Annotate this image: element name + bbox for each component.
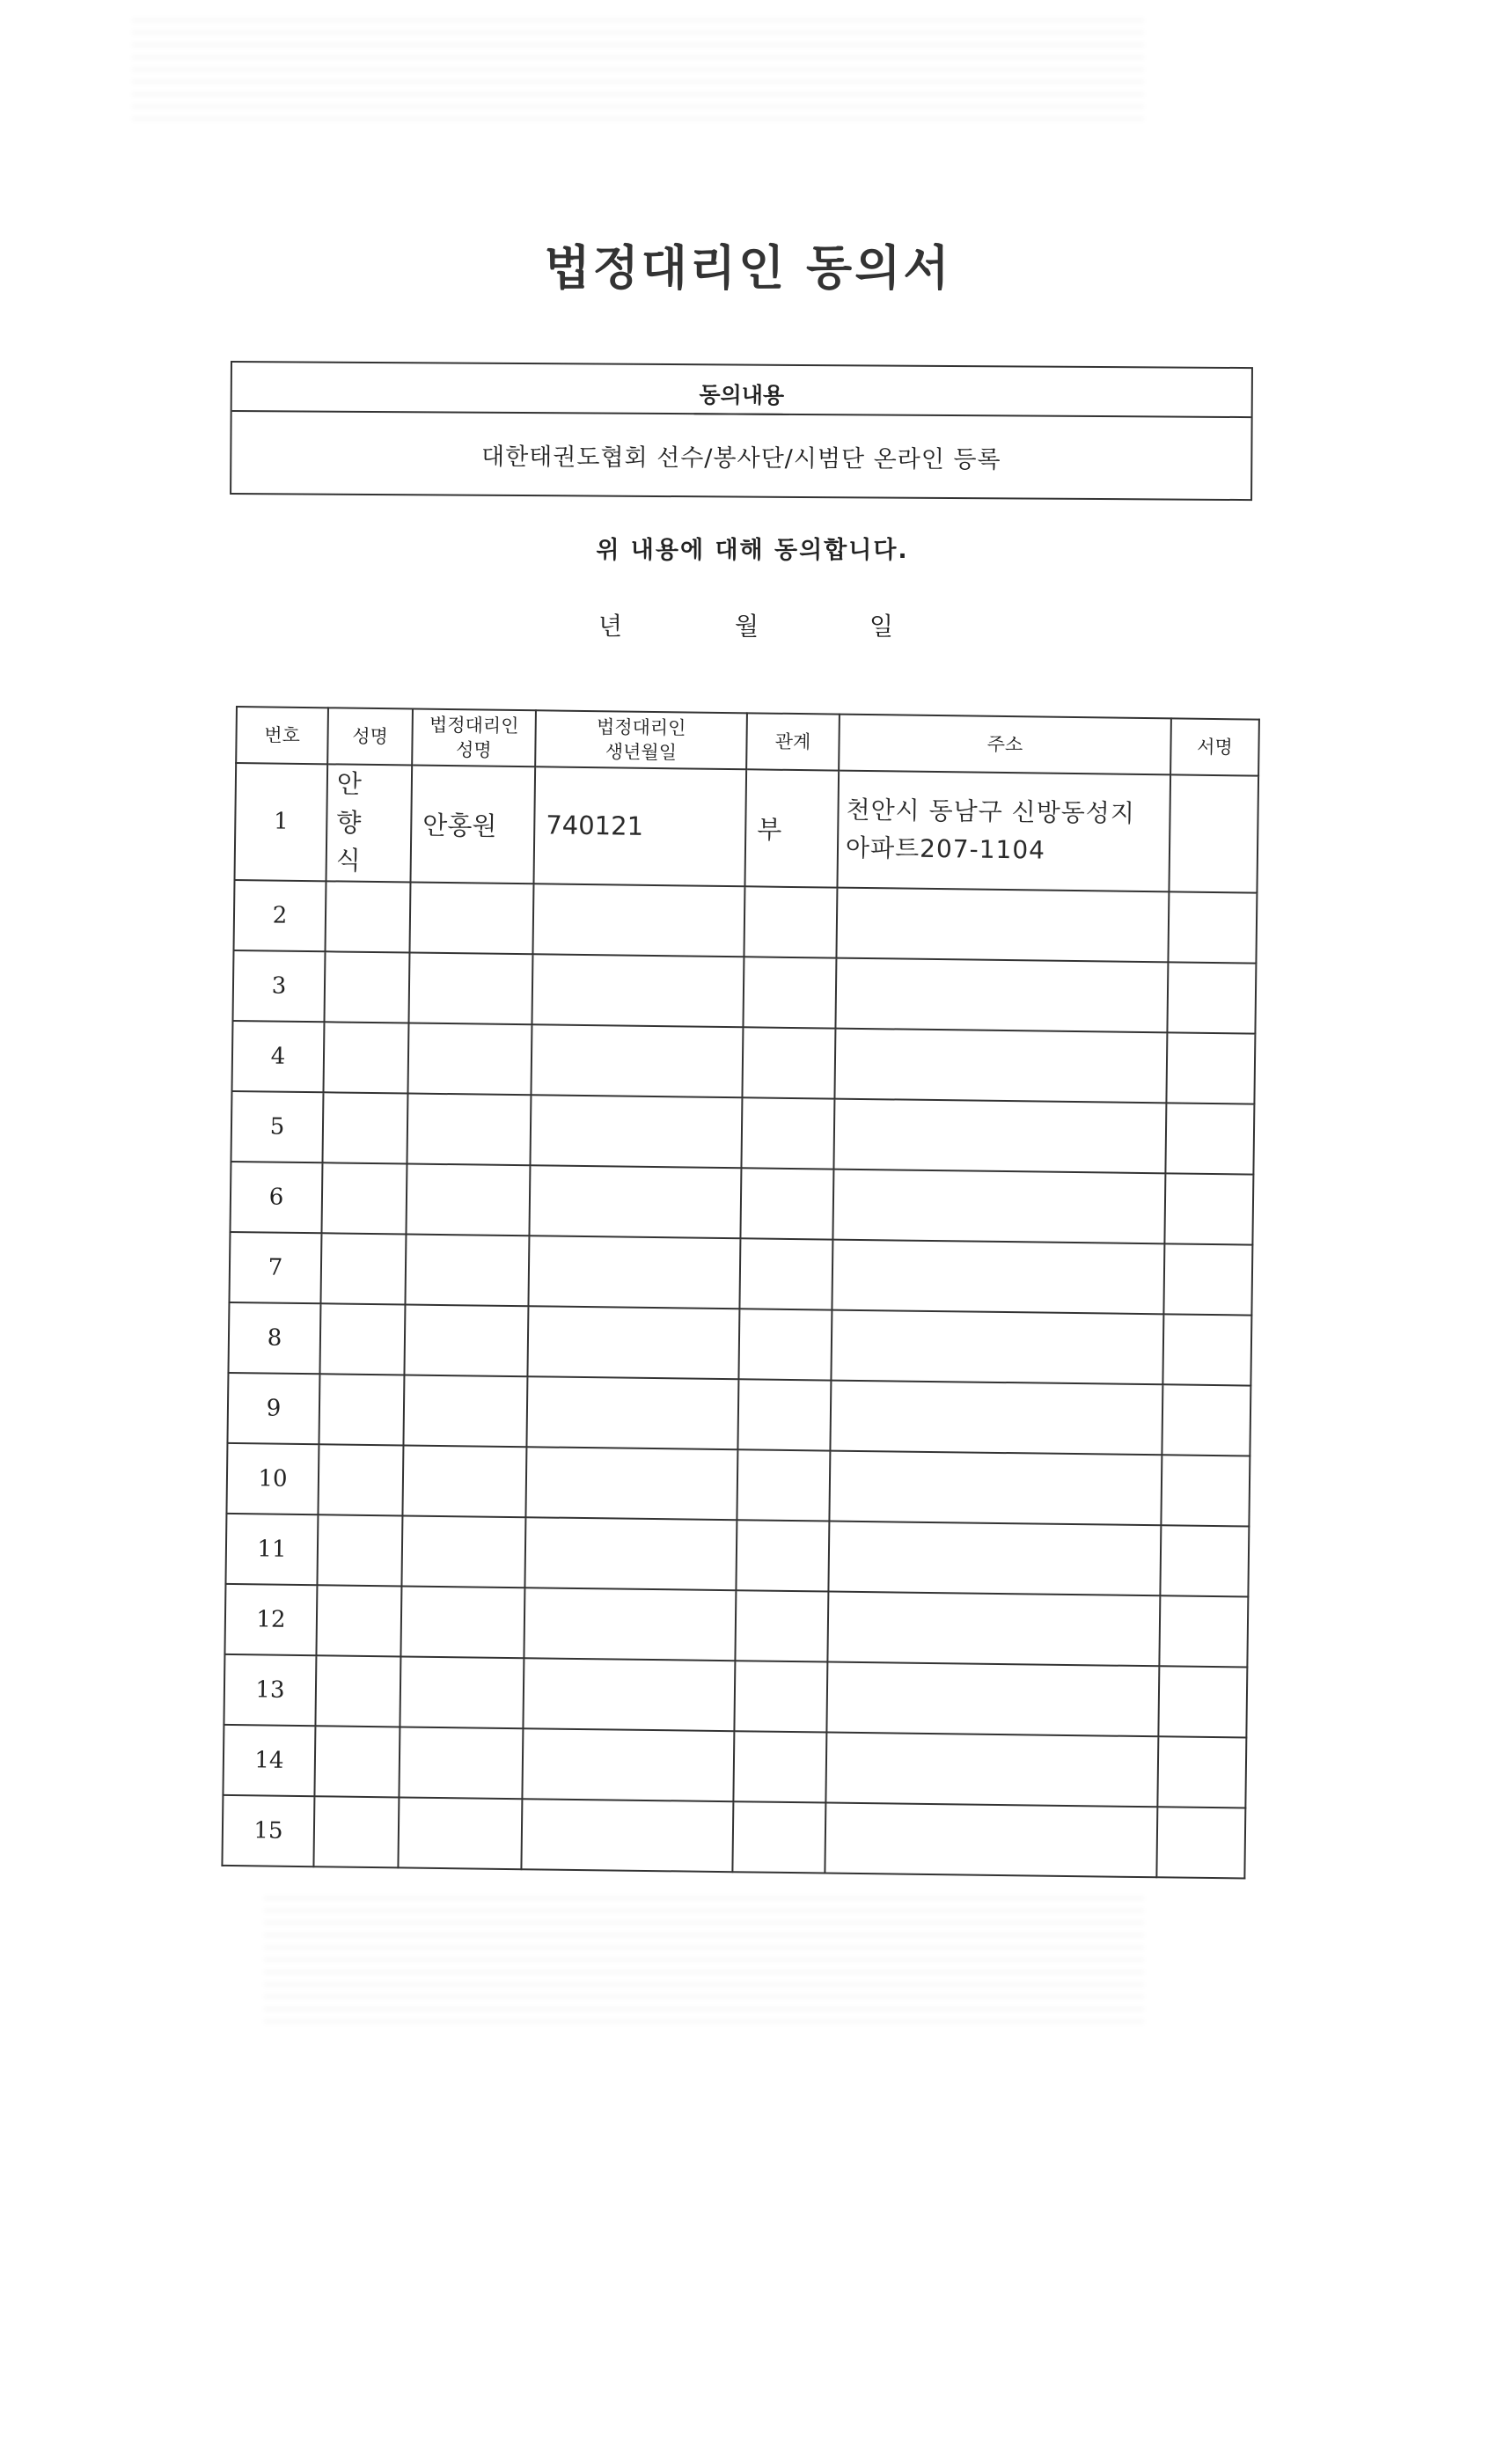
- member-name-line1: [326, 1690, 400, 1691]
- member-name-line2: [328, 1479, 402, 1480]
- relation: 부: [757, 814, 782, 845]
- cell-address: [835, 957, 1168, 1032]
- member-name-line2: [326, 1620, 400, 1621]
- cell-guardian-name: [404, 1304, 528, 1376]
- header-relation: 관계: [746, 713, 840, 770]
- date-day-label: 일: [869, 612, 894, 641]
- cell-guardian-birth: [526, 1376, 738, 1449]
- cell-name: [326, 881, 411, 952]
- table-row: [230, 1161, 1253, 1244]
- member-name-line2: [327, 1550, 401, 1551]
- cell-number: [226, 1442, 319, 1514]
- table-row: [233, 950, 1257, 1033]
- table-row: [228, 1302, 1251, 1385]
- member-name-line2: 식: [335, 845, 370, 876]
- cell-address: [836, 887, 1169, 962]
- cell-guardian-birth: [524, 1517, 737, 1590]
- cell-relation: [737, 1379, 831, 1450]
- member-name-line2: [324, 1831, 398, 1832]
- cell-guardian-birth: [532, 884, 744, 957]
- address-line2: [843, 1063, 1166, 1067]
- row-number: 6: [268, 1184, 284, 1211]
- row-number: 8: [267, 1324, 282, 1352]
- cell-address: [830, 1380, 1162, 1455]
- address-line2: [840, 1345, 1162, 1349]
- address-line1: [844, 993, 1167, 997]
- cell-address: [826, 1661, 1159, 1736]
- cell-guardian-name: [408, 952, 532, 1024]
- table-row: [222, 1794, 1245, 1878]
- table-row: [225, 1513, 1249, 1596]
- cell-number: [228, 1302, 320, 1373]
- table-row: [224, 1583, 1248, 1667]
- cell-signature: [1164, 1173, 1253, 1244]
- cell-guardian-birth: [527, 1306, 739, 1379]
- address-line2: [840, 1274, 1163, 1279]
- member-name-line2: [334, 986, 408, 987]
- address-line2: [845, 922, 1168, 927]
- address-line2: [842, 1133, 1165, 1138]
- cell-name: [320, 1233, 406, 1304]
- address-line1: [843, 1063, 1166, 1067]
- cell-relation: [735, 1590, 828, 1661]
- cell-number: [233, 950, 326, 1021]
- cell-guardian-name: [411, 766, 536, 884]
- address-line2: [836, 1626, 1159, 1631]
- address-line2: [837, 1556, 1160, 1560]
- scan-artifact-top: [132, 16, 1144, 121]
- member-name-line1: [333, 1127, 407, 1128]
- agreement-header-label: 동의내용: [693, 378, 789, 415]
- cell-address: [833, 1098, 1166, 1173]
- cell-name: [315, 1655, 400, 1727]
- table-row: [229, 1231, 1252, 1315]
- cell-guardian-name: [402, 1445, 526, 1517]
- cell-address: [829, 1450, 1162, 1525]
- date-year-label: 년: [598, 612, 623, 641]
- row-number: 14: [254, 1746, 284, 1774]
- member-name-line1: 안 향: [336, 768, 371, 838]
- table-row: [231, 1090, 1254, 1174]
- header-name: 성명: [327, 708, 413, 765]
- address-line1: [842, 1133, 1165, 1138]
- cell-signature: [1166, 1032, 1255, 1104]
- address-line2: [838, 1485, 1161, 1490]
- cell-relation: [739, 1238, 832, 1309]
- cell-number: [235, 763, 328, 881]
- cell-guardian-birth: [522, 1728, 734, 1801]
- member-name-line2: [329, 1409, 403, 1410]
- cell-relation: [737, 1449, 830, 1521]
- header-signature: 서명: [1170, 718, 1259, 775]
- cell-name: [323, 1022, 408, 1093]
- member-name-line1: [329, 1409, 403, 1410]
- member-name-line2: [325, 1761, 399, 1762]
- cell-address: [828, 1521, 1161, 1595]
- cell-signature: [1163, 1243, 1252, 1315]
- row-number: 11: [257, 1535, 287, 1563]
- cell-signature: [1161, 1455, 1250, 1526]
- guardian-table: [221, 706, 1259, 1879]
- cell-number: [234, 879, 326, 950]
- row-number: 4: [270, 1043, 286, 1070]
- cell-name: [324, 951, 409, 1023]
- cell-number: [224, 1583, 317, 1654]
- address-line1: [845, 922, 1168, 927]
- row-number: 10: [258, 1464, 288, 1492]
- cell-address: [837, 771, 1170, 891]
- cell-signature: [1159, 1595, 1248, 1667]
- cell-name: [322, 1092, 407, 1163]
- cell-guardian-birth: [532, 954, 744, 1027]
- cell-number: [224, 1654, 316, 1725]
- cell-guardian-name: [407, 1023, 532, 1095]
- cell-signature: [1158, 1666, 1247, 1737]
- cell-signature: [1157, 1736, 1246, 1808]
- member-name-line2: [333, 1127, 407, 1128]
- cell-relation: [732, 1801, 825, 1873]
- cell-address: [825, 1732, 1158, 1807]
- header-number: 번호: [236, 707, 328, 764]
- cell-guardian-birth: [531, 1024, 743, 1097]
- cell-guardian-birth: [521, 1799, 733, 1872]
- cell-signature: [1169, 774, 1258, 892]
- row-number: 2: [272, 902, 288, 929]
- cell-name: [313, 1796, 399, 1867]
- cell-signature: [1162, 1314, 1251, 1385]
- cell-guardian-birth: [529, 1165, 741, 1238]
- row-number: 1: [273, 808, 289, 836]
- cell-signature: [1160, 1525, 1249, 1596]
- address-line1: [836, 1626, 1159, 1631]
- header-guardian-name: 법정대리인 성명: [412, 709, 536, 767]
- address-line2: [833, 1837, 1156, 1842]
- cell-guardian-name: [400, 1586, 524, 1658]
- member-name-line1: [330, 1338, 404, 1339]
- member-name-line1: [327, 1550, 401, 1551]
- agreement-header: [232, 363, 1251, 418]
- cell-number: [225, 1513, 318, 1584]
- member-name-line2: [326, 1690, 400, 1691]
- cell-number: [223, 1724, 315, 1795]
- cell-relation: [743, 957, 836, 1028]
- address-line2: [834, 1767, 1157, 1771]
- member-name-line1: [324, 1831, 398, 1832]
- cell-guardian-name: [401, 1515, 525, 1588]
- header-address: 주소: [839, 715, 1171, 775]
- member-name-line1: [334, 986, 408, 987]
- agreement-box: [230, 361, 1253, 501]
- member-name-line2: [334, 1057, 407, 1058]
- cell-address: [827, 1591, 1160, 1666]
- consent-statement: 위 내용에 대해 동의합니다.: [596, 537, 909, 564]
- member-name-line1: [335, 916, 409, 917]
- cell-address: [831, 1309, 1163, 1384]
- cell-name: [319, 1303, 405, 1375]
- table-row: [226, 1442, 1250, 1526]
- cell-signature: [1167, 962, 1256, 1033]
- cell-guardian-birth: [523, 1658, 735, 1731]
- cell-name: [319, 1374, 404, 1445]
- cell-signature: [1162, 1384, 1250, 1456]
- address-line1: [841, 1204, 1164, 1208]
- cell-name: [318, 1444, 403, 1515]
- cell-relation: [744, 769, 839, 887]
- cell-name: [321, 1162, 407, 1234]
- cell-guardian-birth: [533, 766, 746, 886]
- address-line1: [840, 1274, 1163, 1279]
- agreement-content: 대한태권도협회 선수/봉사단/시범단 온라인 등록: [480, 443, 1001, 473]
- cell-guardian-name: [409, 882, 533, 954]
- cell-number: [229, 1231, 321, 1302]
- scan-artifact-bottom: [264, 1892, 1144, 2024]
- cell-relation: [744, 886, 837, 957]
- cell-guardian-name: [406, 1163, 530, 1236]
- cell-guardian-name: [407, 1093, 531, 1165]
- table-row: [227, 1372, 1250, 1456]
- cell-guardian-birth: [525, 1447, 737, 1520]
- address-line1: [835, 1697, 1158, 1701]
- cell-relation: [740, 1168, 833, 1239]
- cell-guardian-birth: [530, 1095, 742, 1168]
- address-line2: [844, 993, 1167, 997]
- guardian-birth: 740121: [546, 810, 644, 842]
- row-number: 12: [256, 1605, 286, 1633]
- cell-address: [834, 1028, 1167, 1103]
- row-number: 5: [269, 1113, 285, 1140]
- cell-guardian-birth: [528, 1236, 740, 1309]
- guardian-name: 안홍원: [422, 810, 497, 841]
- table-row: [235, 763, 1259, 892]
- cell-relation: [734, 1661, 827, 1732]
- member-name-line1: [325, 1761, 399, 1762]
- cell-guardian-name: [398, 1797, 522, 1869]
- address-line1: [833, 1837, 1156, 1842]
- cell-relation: [742, 1027, 835, 1098]
- cell-number: [230, 1161, 322, 1232]
- cell-address: [832, 1239, 1164, 1314]
- table-row: [224, 1654, 1247, 1737]
- address-line1: [840, 1345, 1162, 1349]
- member-name-line1: [332, 1198, 406, 1199]
- member-name-line2: [331, 1268, 405, 1269]
- cell-number: [227, 1372, 319, 1443]
- cell-relation: [733, 1731, 826, 1802]
- cell-address: [825, 1802, 1157, 1877]
- address-line1: [837, 1556, 1160, 1560]
- row-number: 9: [266, 1395, 282, 1422]
- member-name-line1: [334, 1057, 407, 1058]
- table-row: [232, 1020, 1256, 1104]
- row-number: 15: [253, 1816, 283, 1844]
- address-line2: [841, 1204, 1164, 1208]
- cell-signature: [1165, 1103, 1254, 1174]
- member-name-line1: [328, 1479, 402, 1480]
- cell-name: [326, 764, 413, 882]
- cell-guardian-name: [400, 1656, 524, 1728]
- member-name-line1: [331, 1268, 405, 1269]
- cell-relation: [741, 1097, 834, 1169]
- address-line2: 아파트207-1104: [845, 832, 1046, 865]
- cell-relation: [738, 1309, 832, 1380]
- cell-guardian-name: [399, 1727, 523, 1799]
- cell-number: [222, 1794, 314, 1866]
- member-name-line2: [332, 1198, 406, 1199]
- cell-guardian-name: [405, 1234, 529, 1306]
- date-month-label: 월: [735, 612, 759, 641]
- cell-name: [317, 1514, 402, 1586]
- address-line2: [839, 1415, 1162, 1419]
- member-name-line2: [335, 916, 409, 917]
- cell-signature: [1156, 1807, 1245, 1878]
- page-title: 법정대리인 동의서: [544, 239, 952, 296]
- cell-number: [232, 1020, 325, 1091]
- cell-name: [314, 1726, 400, 1797]
- cell-relation: [736, 1520, 829, 1591]
- address-line2: [835, 1697, 1158, 1701]
- cell-guardian-name: [403, 1375, 527, 1447]
- address-line1: [839, 1415, 1162, 1419]
- address-line1: 천안시 동남구 신방동성지: [846, 795, 1136, 828]
- cell-guardian-birth: [524, 1588, 736, 1661]
- row-number: 3: [271, 972, 287, 1000]
- member-name-line2: [330, 1338, 404, 1339]
- address-line1: [838, 1485, 1161, 1490]
- cell-address: [832, 1169, 1165, 1243]
- table-row: [223, 1724, 1246, 1808]
- table-row: [234, 879, 1258, 963]
- cell-signature: [1168, 891, 1257, 963]
- row-number: 13: [255, 1676, 285, 1704]
- address-line1: [834, 1767, 1157, 1771]
- row-number: 7: [268, 1254, 283, 1281]
- member-name-line1: [326, 1620, 400, 1621]
- cell-name: [316, 1585, 401, 1656]
- cell-number: [231, 1090, 323, 1162]
- header-guardian-birth: 법정대리인 생년월일: [535, 710, 747, 769]
